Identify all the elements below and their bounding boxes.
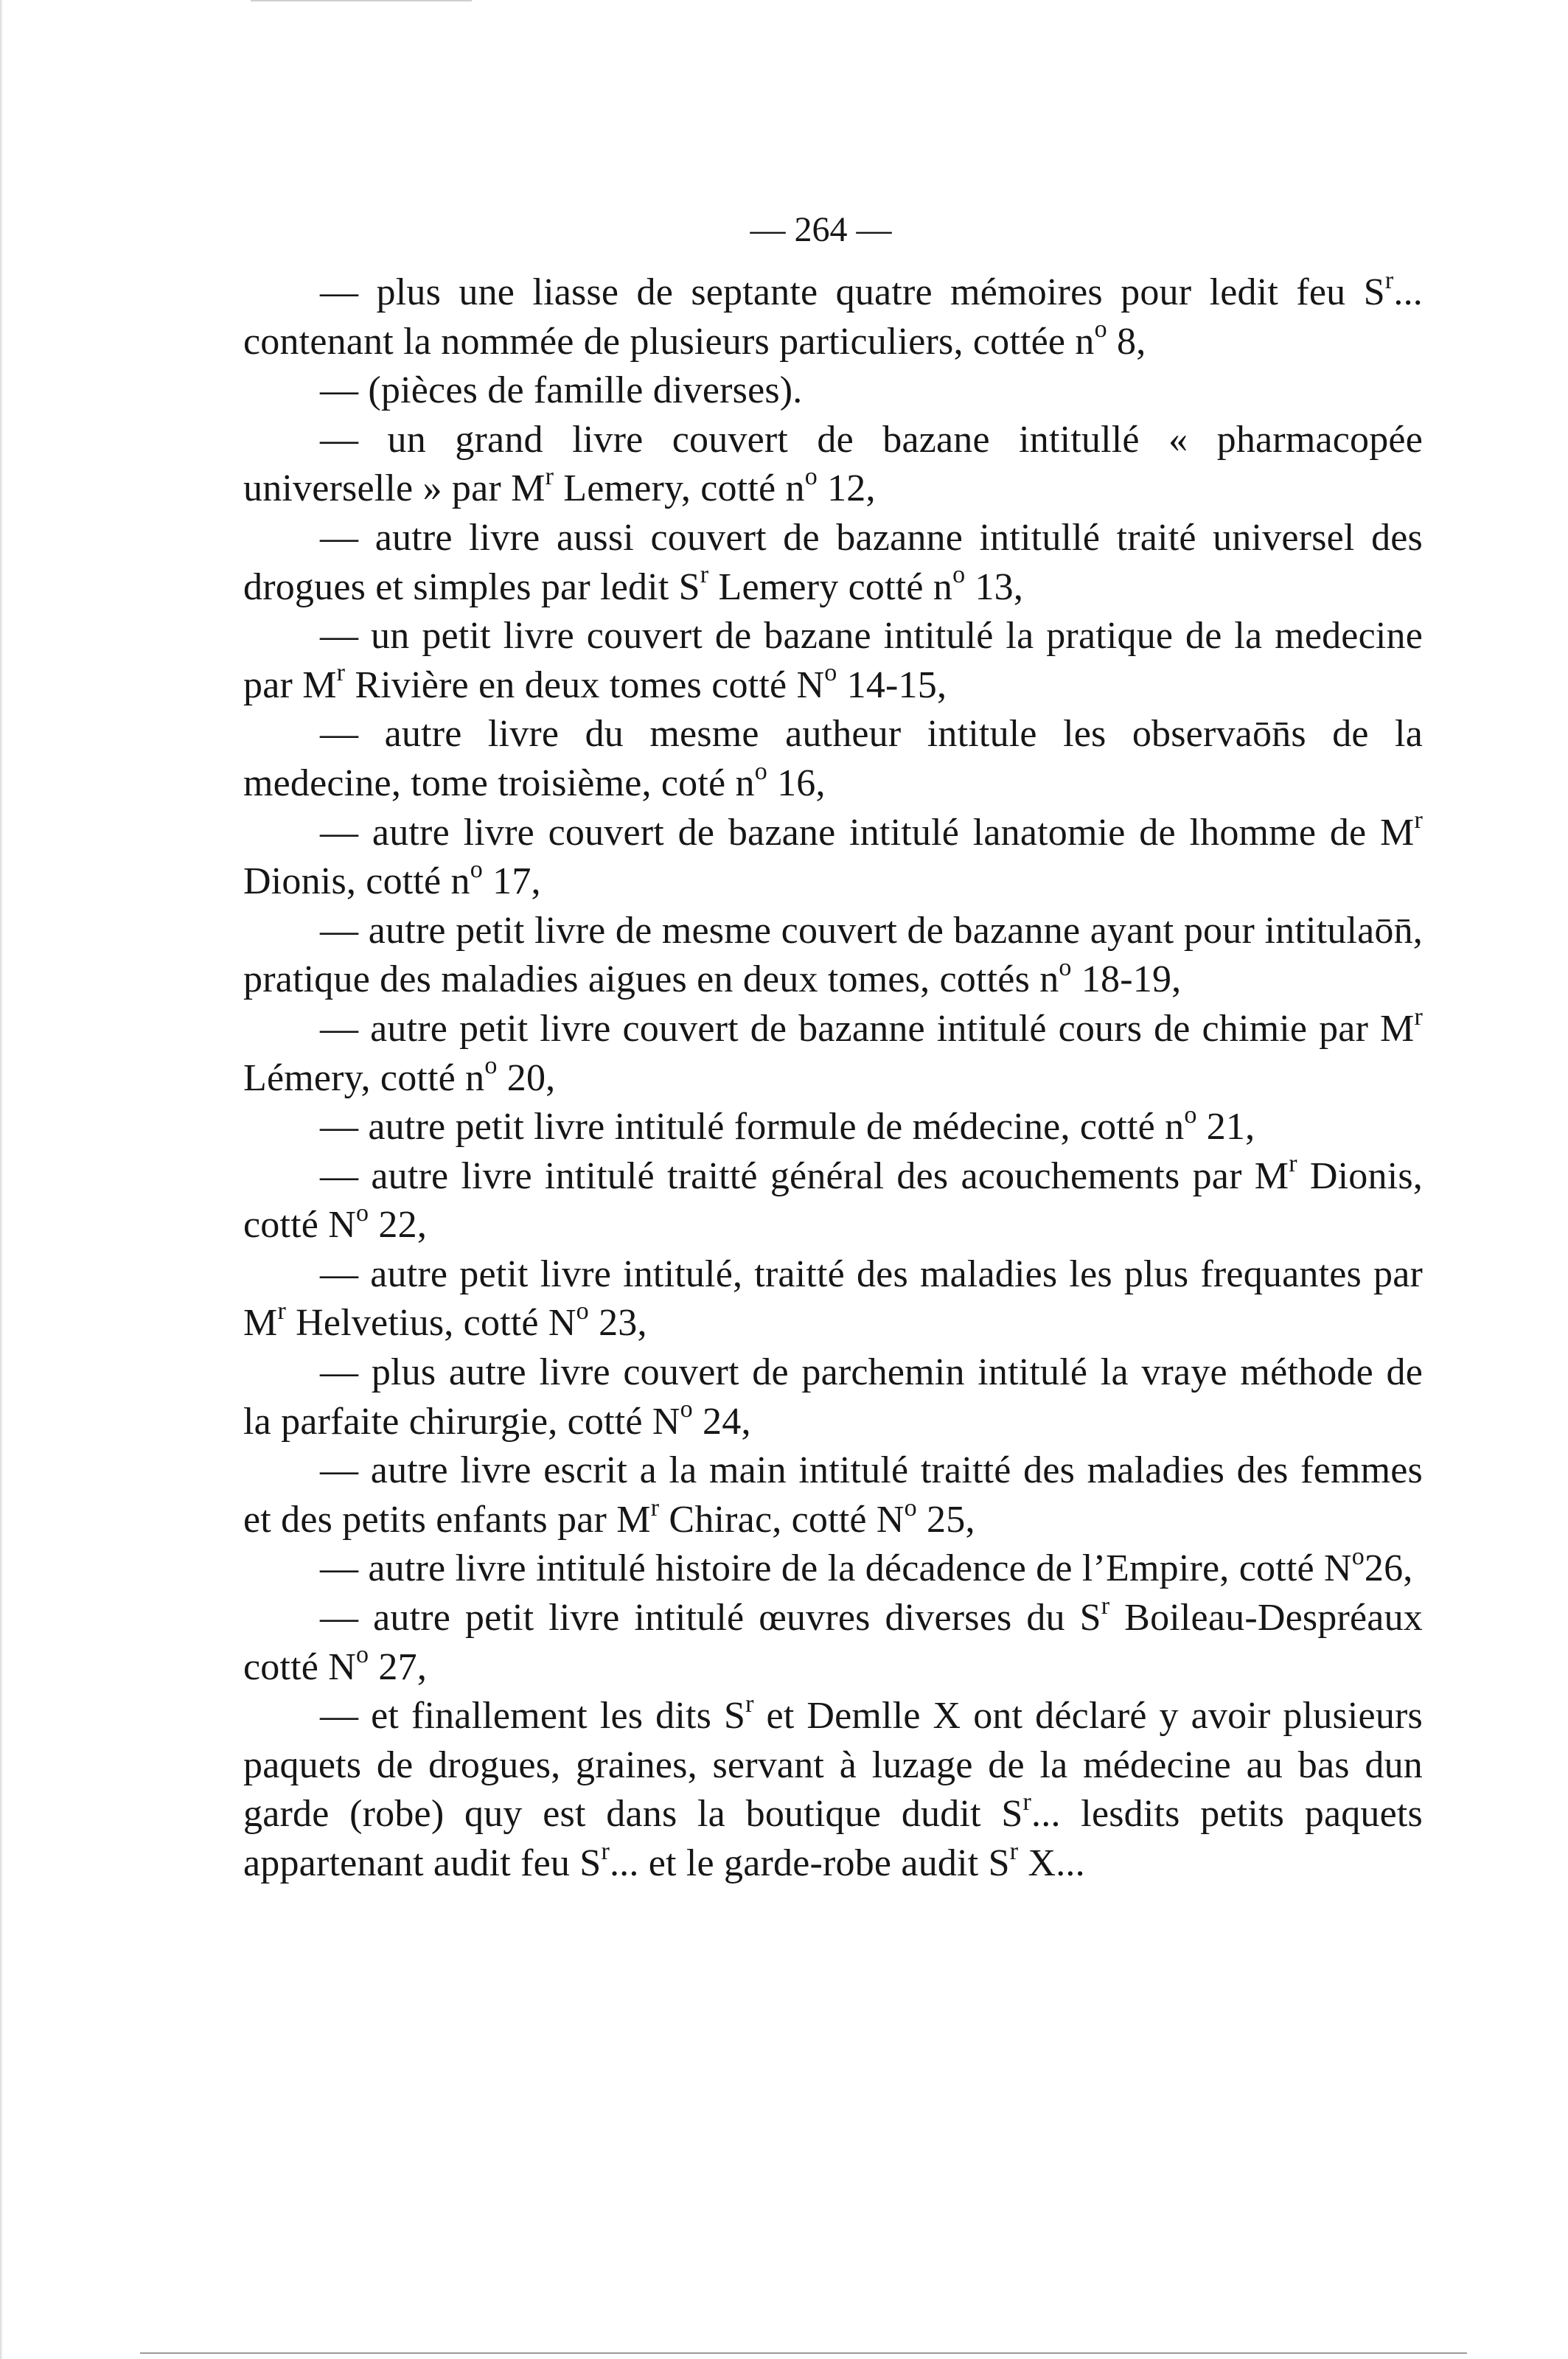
inventory-entry: — autre livre intitulé traitté général des acouchements par $M^r$ Dionis, cotté $N^o$ 22,: [243, 1150, 1423, 1247]
scan-left-edge: [0, 0, 3, 2359]
inventory-entry: — (pièces de famille diverses).: [320, 369, 803, 412]
scan-top-mark: [251, 0, 472, 1]
inventory-text-block: [243, 268, 1423, 1889]
inventory-entry: — autre livre intitulé histoire de la décadence de l’Empire, cotté $N^o26$,: [320, 1543, 1413, 1590]
inventory-entry: — autre livre du mesme autheur intitule les observaōn̄s de la medecine, tome troisième, coté $n^o$ 16,: [243, 713, 1423, 804]
inventory-entry: — autre petit livre couvert de bazanne intitulé cours de chimie par $M^r$ Lémery, cotté $n^o$ 20,: [243, 1003, 1423, 1099]
inventory-entry: — autre livre escrit a la main intitulé traitté des maladies des femmes et des petits enfants par $M^r$ Chirac, cotté $N^o$ 25,: [243, 1449, 1423, 1541]
scan-bottom-edge-line: [140, 2352, 1467, 2354]
inventory-entry: — autre petit livre intitulé, traitté des maladies les plus frequantes par $M^r$ Helvetius, cotté $N^o$ 23,: [243, 1252, 1423, 1345]
inventory-entry: — autre livre couvert de bazane intitulé lanatomie de lhomme de $M^r$ Dionis, cotté $n^o$ 17,: [243, 806, 1423, 903]
inventory-entry: — autre petit livre intitulé formule de médecine, cotté $n^o$ 21,: [320, 1101, 1255, 1149]
inventory-entry: — et finallement les dits $S^r$ et Demlle X ont déclaré y avoir plusieurs paquets de drogues, graines, servant à luzage de la médecine au bas dun garde (robe) quy est dans la boutique dudit $S^r$... lesdits petits paquets appartenant audit feu $S^r$... et le garde-robe audit $S^r$ X...: [243, 1690, 1423, 1884]
inventory-entry: — un petit livre couvert de bazane intitulé la pratique de la medecine par $M^r$ Rivière en deux tomes cotté $N^o$ 14-15,: [243, 615, 1423, 706]
inventory-entry: — autre petit livre de mesme couvert de bazanne ayant pour intitulaōn̄, pratique des maladies aigues en deux tomes, cottés $n^o$ 18-19,: [243, 909, 1423, 1001]
inventory-entry: — autre livre aussi couvert de bazanne intitullé traité universel des drogues et simples par ledit $S^r$ Lemery cotté $n^o$ 13,: [243, 516, 1423, 608]
inventory-entry: — plus autre livre couvert de parchemin intitulé la vraye méthode de la parfaite chirurgie, cotté $N^o$ 24,: [243, 1351, 1423, 1443]
inventory-entry: — autre petit livre intitulé œuvres diverses du $S^r$ Boileau-Despréaux cotté $N^o$ 27,: [243, 1592, 1423, 1688]
page-number: — 264 —: [750, 210, 892, 249]
inventory-entry: — plus une liasse de septante quatre mémoires pour ledit feu $S^r$... contenant la nommée de plusieurs particuliers, cottée $n^o$ 8,: [243, 266, 1423, 363]
inventory-entry: — un grand livre couvert de bazane intitullé « pharmacopée universelle » par $M^r$ Lemery, cotté $n^o$ 12,: [243, 418, 1423, 510]
